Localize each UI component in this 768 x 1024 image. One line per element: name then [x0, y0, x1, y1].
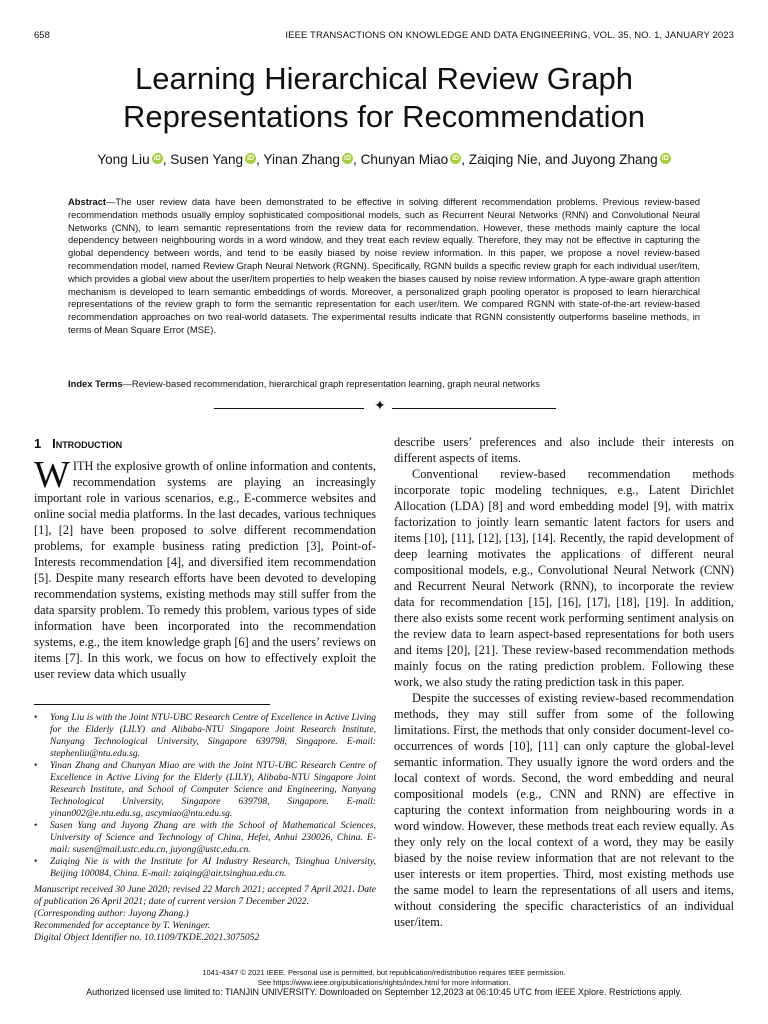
copyright-notice [0, 968, 768, 987]
author-list [0, 152, 768, 167]
copyright-line-1: 1041-4347 © 2021 IEEE. Personal use is permitted, but republication/redistribution requires IEEE permission. [202, 968, 566, 977]
author: Chunyan Miao [360, 152, 449, 167]
intro-left-column [34, 454, 376, 682]
abstract-label: Abstract [68, 196, 107, 207]
drop-cap: W [34, 454, 70, 496]
lead-text: ITH [72, 459, 94, 473]
author-separator: , [353, 152, 361, 167]
author-separator: , and [537, 152, 572, 167]
section-heading [34, 436, 122, 451]
orcid-icon[interactable]: iD [247, 155, 255, 162]
abstract-text: —The user review data have been demonstrated to be effective in solving different recommendation problems. Previous review-based recommendation methods usually employ sophisticated compositional models, such as Recurrent Neural Networks (RNN) and Convolutional Neural Networks (CNN), to learn semantic representations from the review data for recommendation. However, these methods mainly capture the local dependency between neighbouring words in a word window, and they treat each review equally. Therefore, they may not be effective in capturing the global dependency between words, and tend to be easily biased by noise review information. In this paper, we propose a novel review-based recommendation model, named Review Graph Neural Network (RGNN). Specifically, RGNN builds a specific review graph for each individual user/item, which provides a global view about the user/item properties to help weaken the biases caused by noise review information. A type-aware graph attention mechanism is developed to learn semantic embeddings of words. Moreover, a personalized graph pooling operator is proposed to learn hierarchical representations of the review graph to form the semantic representation for each user/item. We compared RGNN with state-of-the-art review-based recommendation approaches on two real-world datasets. The experimental results indicate that RGNN consistently outperforms baseline methods, in terms of Mean Square Error (MSE). [68, 196, 700, 335]
footnote: • Yong Liu is with the Joint NTU-UBC Research Centre of Excellence in Active Living for the Elderly (LILY) and Alibaba-NTU Singapore Joint Research Institute, Nanyang Technological University, Singapore 639798, Singapore. E-mail: stephenliu@ntu.edu.sg. [34, 712, 376, 760]
paper-title [0, 60, 768, 136]
author-separator: , [461, 152, 469, 167]
title-line-1: Learning Hierarchical Review Graph [135, 61, 633, 96]
paragraph-text: describe users’ preferences and also include their interests on different aspects of items. [394, 435, 734, 465]
orcid-icon[interactable]: iD [344, 155, 351, 162]
paragraph-text: the explosive growth of online information and contents, recommendation systems are playing an increasingly important role in various scenarios, e.g., E-commerce websites and online social media platforms. In the last decades, various techniques [1], [2] have been proposed to solve different recommendation problems, for example business rating prediction [3], Point-of-Interests recommendation [4], and diversified item recommendation [5]. Despite many research efforts have been devoted to developing recommendation systems, existing methods may still suffer from the data sparsity problem. To remedy this problem, various types of side information have been incorporated into the recommendation systems, e.g., the item knowledge graph [6] and the users’ reviews on items [7]. In this work, we focus on how to effectively exploit the user review data which usually [34, 459, 376, 681]
download-notice: Authorized licensed use limited to: TIANJIN UNIVERSITY. Downloaded on September 12,2023 at 06:10:45 UTC from IEEE Xplore. Restrictions apply. [86, 987, 682, 997]
author: Zaiqing Nie [468, 152, 538, 167]
orcid-icon[interactable]: iD [661, 155, 669, 162]
paragraph-text: Conventional review-based recommendation methods incorporate topic modeling techniques, e.g., Latent Dirichlet Allocation (LDA) [8] and word embedding model [9], with matrix factorization to jointly learn semantic latent factors for users and items [10], [11], [12], [13], [14]. Recently, the rapid development of deep learning motivates the applications of different neural compositional models, e.g., Convolutional Neural Network (CNN) and Recurrent Neural Network (RNN), to incorporate the review data for recommendation [15], [16], [17], [18], [19]. In addition, there also exists some recent work performing sentiment analysis on the review data to learn aspect-based representations for both users and items [20], [21]. These review-based recommendation methods mainly focus on the rating prediction problem. Following these work, we also study the rating prediction task in this paper. [394, 467, 734, 689]
doi[interactable]: Digital Object Identifier no. 10.1109/TKDE.2021.3075052 [34, 932, 260, 943]
page-number: 658 [34, 30, 50, 41]
author-separator: , [162, 152, 171, 167]
author: Juyong Zhang [571, 152, 658, 167]
index-terms [68, 378, 700, 391]
recommended-by: Recommended for acceptance by T. Weninger. [34, 920, 211, 931]
intro-paragraph [34, 454, 376, 682]
abstract [68, 196, 700, 337]
separator-line-right [392, 408, 556, 409]
index-terms-label: Index Terms [68, 378, 123, 389]
footnote-rule [34, 704, 270, 705]
author: Susen Yang [170, 152, 244, 167]
footnote: • Yinan Zhang and Chunyan Miao are with the Joint NTU-UBC Research Centre of Excellence in Active Living for the Elderly (LILY), Alibaba-NTU Singapore Joint Research Institute, and School of Computer Science and Engineering, Nanyang Technological University, Singapore 639798, Singapore. E-mail: yinan002@e.ntu.edu.sg, ascymiao@ntu.edu.sg. [34, 760, 376, 820]
footnote: • Susen Yang and Juyong Zhang are with the School of Mathematical Sciences, University of Science and Technology of China, Hefei, Anhui 230026, China. E-mail: susen@mail.ustc.edu.cn, juyong@ustc.edu.cn. [34, 820, 376, 856]
section-number: 1 [34, 436, 42, 451]
author: Yinan Zhang [263, 152, 340, 167]
orcid-icon[interactable]: iD [153, 155, 161, 162]
footnotes [34, 712, 376, 944]
manuscript-info [34, 884, 376, 944]
index-terms-text: —Review-based recommendation, hierarchical graph representation learning, graph neural networks [122, 378, 540, 389]
separator-diamond-icon: ✦ [374, 399, 386, 414]
orcid-icon[interactable]: iD [452, 155, 460, 162]
author: Yong Liu [97, 152, 150, 167]
corresponding-author: (Corresponding author: Juyong Zhang.) [34, 908, 189, 919]
paragraph-text: Despite the successes of existing review-based recommendation methods, they may still suffer from some of the following limitations. First, the methods that only consider document-level co-occurrences of words [10], [11] can only capture the global-level semantic information. They usually ignore the word orders and the local context of words. Second, the word embedding and neural compositional models (e.g., CNN and RNN) are effective in capturing the context information from neighbouring words in a word window. However, these methods treat each review equally. As they only rely on the local context of a word, they may be easily biased by the noise review information that are not relevant to the user interests or item properties. Third, most existing methods use the same model to learn the representations of all users and items, without considering the specific characteristics of an individual user/item. [394, 691, 734, 929]
journal-header: IEEE TRANSACTIONS ON KNOWLEDGE AND DATA ENGINEERING, VOL. 35, NO. 1, JANUARY 2023 [285, 30, 734, 41]
intro-right-column [394, 434, 734, 930]
manuscript-received: Manuscript received 30 June 2020; revised 22 March 2021; accepted 7 April 2021. Date of publication 26 April 2021; date of current version 7 December 2022. [34, 884, 376, 907]
separator-line-left [214, 408, 364, 409]
section-title: Introduction [52, 436, 123, 451]
title-line-2: Representations for Recommendation [122, 99, 646, 134]
copyright-line-2[interactable]: See https://www.ieee.org/publications/rights/index.html for more information. [257, 977, 511, 987]
author-separator: , [256, 152, 264, 167]
footnote: • Zaiqing Nie is with the Institute for AI Industry Research, Tsinghua University, Beijing 100084, China. E-mail: zaiqing@air.tsinghua.edu.cn. [34, 856, 376, 880]
